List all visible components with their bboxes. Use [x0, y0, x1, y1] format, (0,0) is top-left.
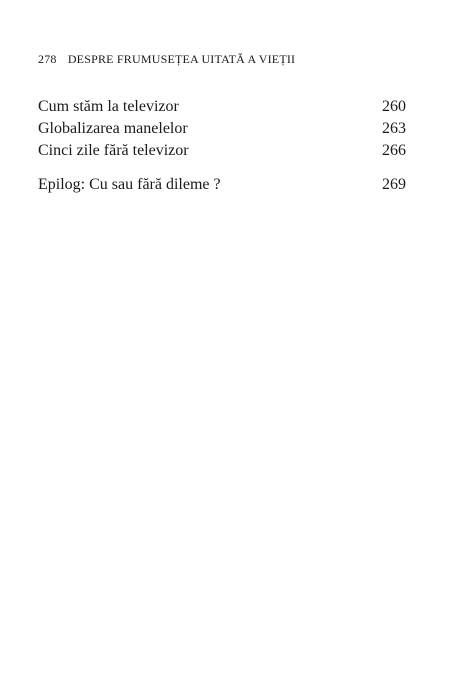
page-number: 278: [38, 52, 57, 66]
toc-entry: [38, 118, 406, 140]
toc-entry-title: Globalizarea manelelor: [38, 120, 188, 137]
toc-entry-page: 266: [382, 142, 406, 159]
table-of-contents: [38, 96, 406, 196]
running-header: [38, 52, 295, 67]
toc-entry-epilogue: [38, 174, 406, 196]
toc-entry-title: Epilog: Cu sau fără dileme ?: [38, 176, 221, 193]
toc-entry-title: Cinci zile fără televizor: [38, 142, 189, 159]
toc-entry-page: 263: [382, 120, 406, 137]
toc-entry-page: 260: [382, 98, 406, 115]
toc-entry-page: 269: [382, 176, 406, 193]
running-title: DESPRE FRUMUSEȚEA UITATĂ A VIEȚII: [67, 52, 296, 66]
toc-entry-title: Cum stăm la televizor: [38, 98, 179, 115]
toc-entry: [38, 96, 406, 118]
toc-entry: [38, 140, 406, 162]
